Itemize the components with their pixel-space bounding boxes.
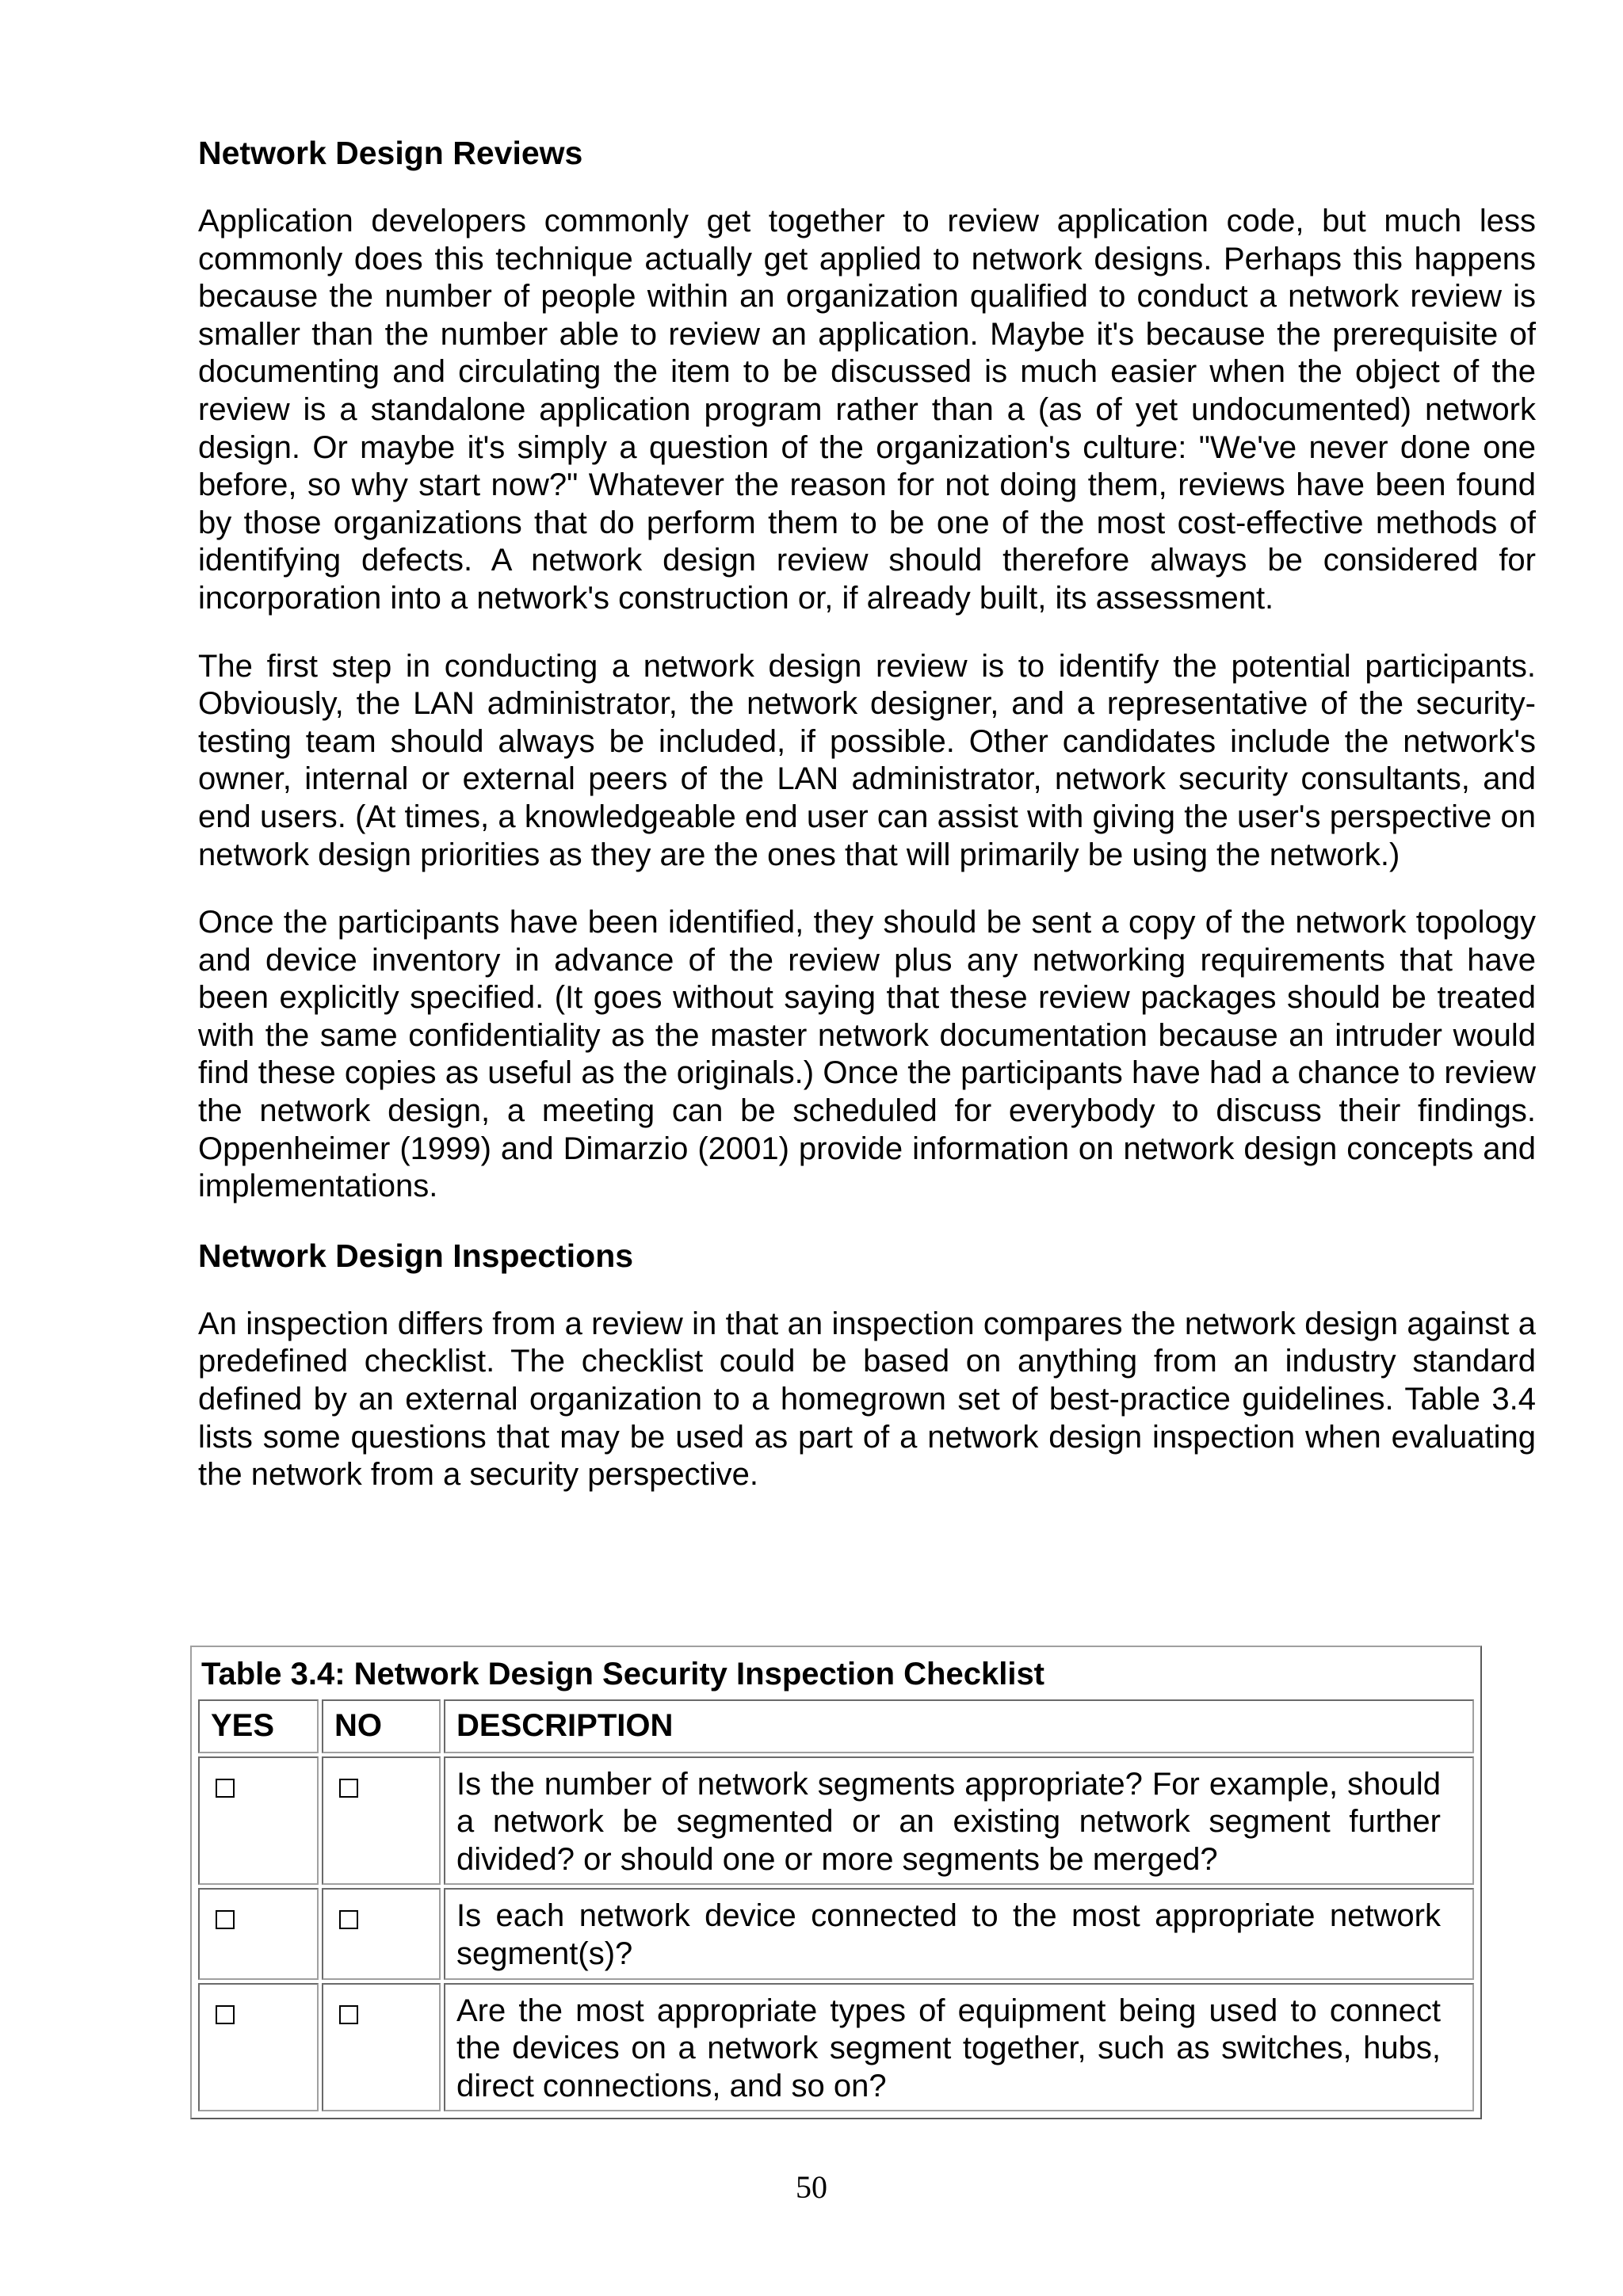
header-description: DESCRIPTION [444,1699,1474,1753]
yes-checkbox[interactable] [216,2005,235,2024]
paragraph: Application developers commonly get together to review application code, but much less commonly does this technique actually get applied to network designs. Perhaps this happens because the number of people within an organization qualified to conduct a network review is smaller than the number able to review an application. Maybe it's because the prerequisite of documenting and circulating the item to be discussed is much easier when the object of the review is a standalone application program rather than a (as of yet undocumented) network design. Or maybe it's simply a question of the organization's culture: "We've never done one before, so why start now?" Whatever the reason for not doing them, reviews have been found by those organizations that do perform them to be one of the most cost-effective methods of identifying defects. A network design review should therefore always be considered for incorporation into a network's construction or, if already built, its assessment. [198,204,1536,616]
no-checkbox[interactable] [339,1910,358,1929]
table-row [198,1983,1474,2112]
no-cell [322,1983,441,2112]
table-header-row [198,1699,1474,1753]
description-cell: Is each network device connected to the most appropriate network segment(s)? [444,1888,1474,1979]
table-row [198,1888,1474,1979]
description-cell: Is the number of network segments appropriate? For example, should a network be segmented or an existing network segment further divided? or should one or more segments be merged? [444,1756,1474,1886]
no-cell [322,1888,441,1979]
header-no: NO [322,1699,441,1753]
paragraph: Once the participants have been identified, they should be sent a copy of the network topology and device inventory in advance of the review plus any networking requirements that have been explicitly specified. (It goes without saying that these review packages should be treated with the same confidentiality as the master network documentation because an intruder would find these copies as useful as the originals.) Once the participants have had a chance to review the network design, a meeting can be scheduled for everybody to discuss their findings. Oppenheimer (1999) and Dimarzio (2001) provide information on network design concepts and implementations. [198,905,1536,1204]
yes-cell [198,1983,319,2112]
header-yes: YES [198,1699,319,1753]
paragraph: An inspection differs from a review in that an inspection compares the network design against a predefined checklist. The checklist could be based on anything from an industry standard defined by an external organization to a homegrown set of best-practice guidelines. Table 3.4 lists some questions that may be used as part of a network design inspection when evaluating the network from a security perspective. [198,1306,1536,1493]
yes-cell [198,1756,319,1886]
checklist-table [190,1646,1482,2119]
table-caption: Table 3.4: Network Design Security Inspection Checklist [201,1657,1045,1691]
yes-cell [198,1888,319,1979]
paragraph: The first step in conducting a network design review is to identify the potential participants. Obviously, the LAN administrator, the network designer, and a representative of the security-testing team should always be included, if possible. Other candidates include the network's owner, internal or external peers of the LAN administrator, network security consultants, and end users. (At times, a knowledgeable end user can assist with giving the user's perspective on network design priorities as they are the ones that will primarily be using the network.) [198,648,1536,872]
no-checkbox[interactable] [339,2005,358,2024]
yes-checkbox[interactable] [216,1910,235,1929]
description-cell: Are the most appropriate types of equipment being used to connect the devices on a network segment together, such as switches, hubs, direct connections, and so on? [444,1983,1474,2112]
checklist-grid [195,1696,1477,2115]
body-content [198,133,1536,1494]
no-cell [322,1756,441,1886]
section-heading-inspections: Network Design Inspections [198,1237,634,1274]
table-row [198,1756,1474,1886]
page-number: 50 [796,2169,827,2205]
no-checkbox[interactable] [339,1779,358,1798]
section-heading-reviews: Network Design Reviews [198,135,583,171]
yes-checkbox[interactable] [216,1779,235,1798]
